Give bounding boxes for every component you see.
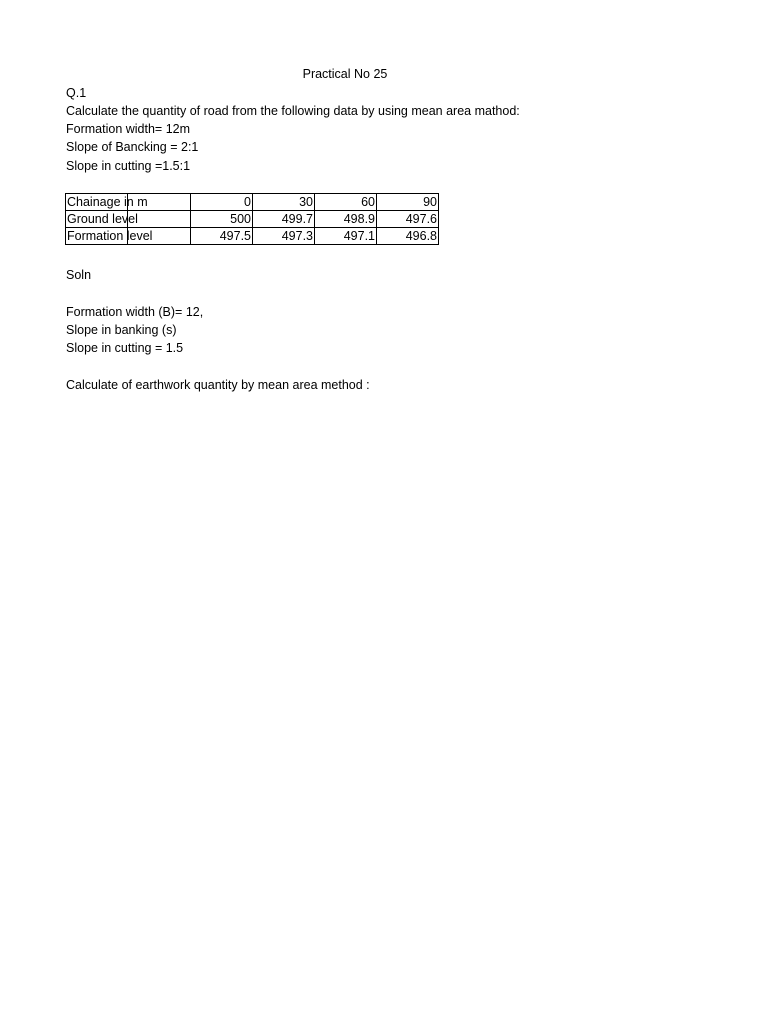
table-row-chainage xyxy=(66,194,439,211)
table-cell: 499.7 xyxy=(253,211,315,228)
table-row-label: Chainage in m xyxy=(66,194,191,211)
solution-slope-banking: Slope in banking (s) xyxy=(66,323,177,337)
table-cell: 500 xyxy=(191,211,253,228)
solution-slope-cutting: Slope in cutting = 1.5 xyxy=(66,341,184,355)
data-table xyxy=(65,193,439,245)
table-cell: 30 xyxy=(253,194,315,211)
solution-heading: Soln xyxy=(66,268,92,282)
table-cell: 496.8 xyxy=(377,228,439,245)
question-statement: Calculate the quantity of road from the following data by using mean area mathod: xyxy=(66,104,520,118)
table-row-ground-level xyxy=(66,211,439,228)
table-row-formation-level xyxy=(66,228,439,245)
solution-formation-width: Formation width (B)= 12, xyxy=(66,305,204,319)
table-cell: 497.6 xyxy=(377,211,439,228)
table-cell: 498.9 xyxy=(315,211,377,228)
table-cell: 90 xyxy=(377,194,439,211)
table-cell: 497.3 xyxy=(253,228,315,245)
table-row-label: Ground level xyxy=(66,211,191,228)
given-slope-cutting: Slope in cutting =1.5:1 xyxy=(66,159,191,173)
table-cell: 497.5 xyxy=(191,228,253,245)
question-number: Q.1 xyxy=(66,86,87,100)
table-cell: 60 xyxy=(315,194,377,211)
given-formation-width: Formation width= 12m xyxy=(66,122,191,136)
table-cell: 497.1 xyxy=(315,228,377,245)
page-title: Practical No 25 xyxy=(302,67,388,81)
table-cell: 0 xyxy=(191,194,253,211)
solution-method-line: Calculate of earthwork quantity by mean area method : xyxy=(66,378,370,392)
table-row-label: Formation level xyxy=(66,228,191,245)
given-slope-banking: Slope of Bancking = 2:1 xyxy=(66,140,199,154)
